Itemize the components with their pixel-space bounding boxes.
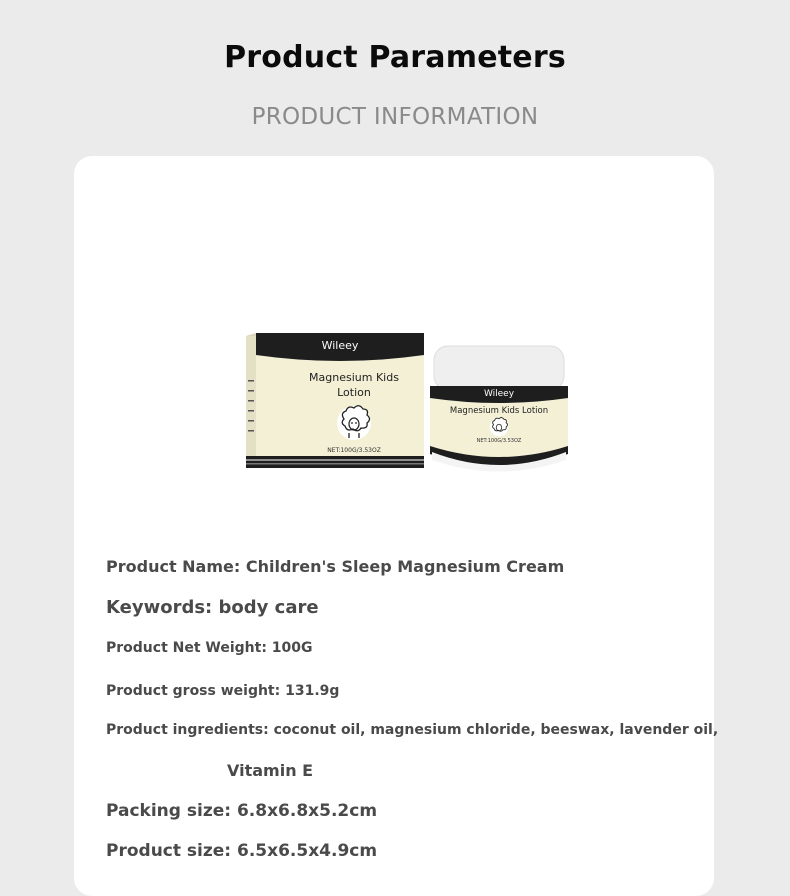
- spec-product-size: Product size: 6.5x6.5x4.9cm: [106, 841, 378, 861]
- jar-label: Magnesium Kids Lotion: [449, 406, 549, 416]
- spec-packing-size: Packing size: 6.8x6.8x5.2cm: [106, 801, 378, 821]
- spec-ingredients: Product ingredients: coconut oil, magnesium chloride, beeswax, lavender oil,: [106, 722, 719, 738]
- box-net-weight: NET:100G/3.53OZ: [327, 447, 381, 454]
- page-subtitle: PRODUCT INFORMATION: [251, 104, 539, 130]
- page-title: Product Parameters: [224, 40, 566, 75]
- product-box: [246, 333, 424, 468]
- spec-ingredients-cont: Vitamin E: [227, 761, 314, 780]
- product-card: [74, 156, 719, 896]
- jar-brand: Wileey: [483, 389, 515, 399]
- sheep-icon: [337, 406, 371, 440]
- box-title-line1: Magnesium Kids: [309, 371, 399, 384]
- jar-net-weight: NET:100G/3.53OZ: [476, 438, 522, 444]
- spec-gross-weight: Product gross weight: 131.9g: [106, 683, 340, 699]
- spec-product-name: Product Name: Children's Sleep Magnesium Cream: [106, 557, 565, 576]
- jar-sheep-icon: [490, 418, 509, 437]
- product-jar: [430, 346, 568, 472]
- spec-net-weight: Product Net Weight: 100G: [106, 640, 313, 656]
- box-title-line2: Lotion: [337, 386, 371, 399]
- spec-keywords: Keywords: body care: [106, 597, 319, 618]
- box-brand: Wileey: [321, 339, 359, 352]
- product-image: [244, 328, 574, 473]
